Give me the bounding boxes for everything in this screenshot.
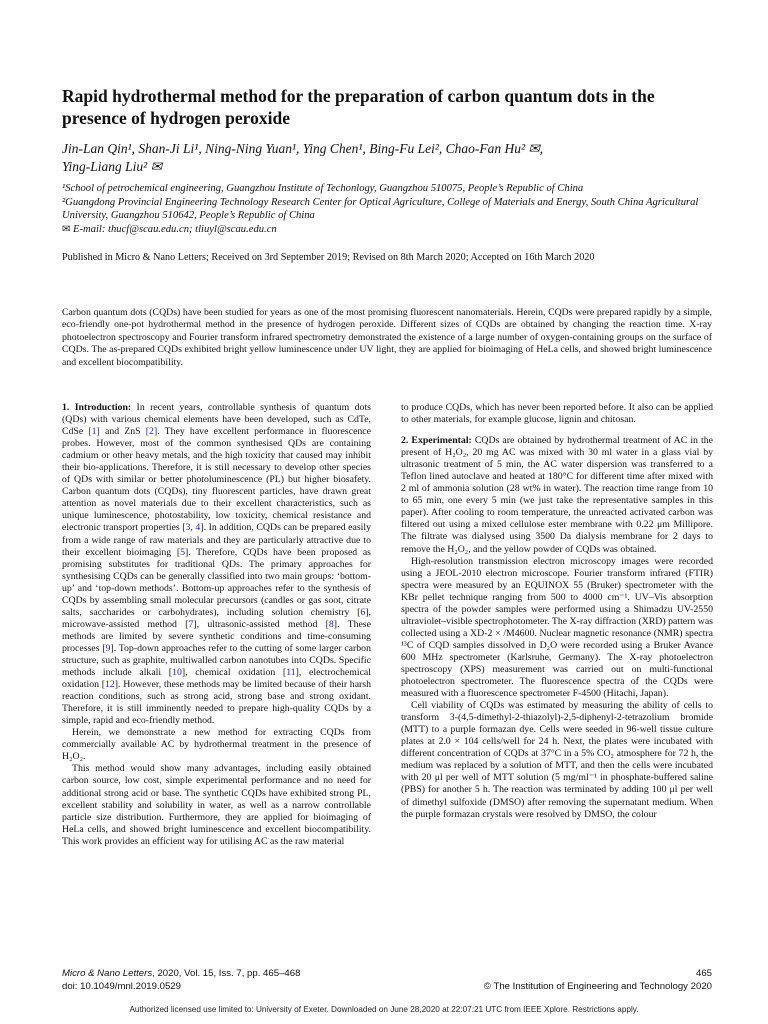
intro-paragraph-1: [62, 402, 371, 727]
page-footer-right: [484, 968, 712, 993]
citation-link[interactable]: 8: [328, 618, 334, 630]
intro-text: . They have excellent performance in fluorescence probes. However, most of the common synthesised QDs are containing cadmium or other heavy metals, and the high toxicity that caused may inhibit their bio-applications. Therefore, it is still necessary to develop other species of QDs with similar or better photoluminescence (PL) but higher biosafety. Carbon quantum dots (CQDs), tiny fluorescent particles, have drawn great attention as novel materials due to their excellent characteristics, such as unique luminescence, photostability, low toxicity, chemical resistance and electronic transport properties [: [62, 426, 372, 534]
intro-text: ], microwave-assisted method [: [62, 606, 371, 630]
publication-info: Published in Micro & Nano Letters; Received on 3rd September 2019; Revised on 8th March 2020; Accepted on 16th March 2020: [62, 252, 595, 263]
experimental-paragraph-3: Cell viability of CQDs was estimated by measuring the ability of cells to transform 3-(4,5-dimethyl-2-thiazolyl)-2,5-diphenyl-2-tetrazolium bromide (MTT) to a purple formazan dye. Cells were seeded in 96-well tissue culture plates at 2.0 × 104 cells/well for 24 h. Next, the plates were incubated with different concentration of CQDs at 37°C in a 5% CO₂ atmosphere for 72 h, the medium was replaced by a solution of MTT, and then the cells were incubated with 20 μl per well of MTT solution (5 mg/ml⁻¹ in phosphate-buffered saline (PBS) for another 5 h. The reaction was terminated by adding 100 μl per well of dimethyl sulfoxide (DMSO) after removing the supernatant medium. When the purple formazan crystals were resolved by DMSO, the colour: [401, 700, 713, 820]
page-number: 465: [695, 968, 712, 979]
license-notice: Authorized licensed use limited to: University of Exeter. Downloaded on June 28,2020 at 22:07:21 UTC from IEEE Xplore. Restrictions apply.: [129, 1005, 639, 1014]
intro-paragraph-3: This method would show many advantages, including easily obtained carbon source, low cost, simple experimental performance and no need for additional strong acid or base. The synthetic CQDs have exhibited strong PL, excellent stability and solubility in water, as well as a narrow controllable particle size distribution. Furthermore, they are applied for bioimaging of HeLa cells, and showed bright luminescence and excellent biocompatibility. This work provides an efficient way for utilising AC as the raw material: [62, 763, 371, 847]
journal-name: Micro & Nano Letters: [62, 968, 153, 979]
experimental-text: CQDs are obtained by hydrothermal treatment of AC in the present of H₂O₂, 20 mg AC was mixed with 30 ml water in a glass vial by ultrasonic treatment of 5 min, the AC water dispersion was transferred to a Teflon lined autoclave and heated at 180°C for different time after mixed with 2 ml of ammonia solution (28 wt% in water). The reaction time range from 10 to 65 min, one every 5 min (we just take the representative samples in this paper). After cooling to room temperature, the unreacted activated carbon was filtered out using a mixed cellulose ester membrane with 0.22 μm Millipore. The filtrate was dialysed using 3500 Da dialysis membrane for 2 days to remove the H₂O₂, and the yellow powder of CQDs was obtained.: [401, 435, 713, 555]
email-line: [62, 223, 712, 237]
intro-text: and ZnS: [99, 426, 146, 438]
intro-text: ,: [190, 522, 196, 534]
experimental-heading: 2. Experimental:: [401, 435, 472, 447]
intro-heading: 1. Introduction:: [62, 402, 132, 413]
affiliation-2: ²Guangdong Provincial Engineering Technology Research Center for Optical Agriculture, College of Materials and Energy, South China Agricultural University, Guangzhou 510642, People’s Republic of China: [62, 196, 699, 221]
intro-text: ]. In addition, CQDs can be prepared easily from a wide range of raw materials and they are particularly attractive due to their excellent bioimaging [: [62, 522, 372, 558]
abstract: Carbon quantum dots (CQDs) have been studied for years as one of the most promising fluorescent nanomaterials. Herein, CQDs were prepared rapidly by a simple, eco-friendly one-pot hydrothermal method in the presence of hydrogen peroxide. Different sizes of CQDs are obtained by changing the reaction time. X-ray photoelectron spectroscopy and Fourier transform infrared spectrometry demonstrated the existence of a large number of oxygen-containing groups on the surface of CQDs. The as-prepared CQDs exhibited bright yellow luminescence under UV light, they are applied for bioimaging of HeLa cells, and showed bright luminescence and excellent biocompatibility.: [62, 307, 712, 368]
intro-text: ]. Therefore, CQDs have been proposed as promising substitutes for traditional QDs. The primary approaches for synthesising CQDs can be generally classified into two main groups: ‘bottom-up’ and ‘top-down methods’. Bottom-up approaches refer to the synthesis of CQDs by assembling small molecular precursors (candles or gas soot, citrate salts, saccharides or carbohydrates), including solution chemistry [: [62, 546, 371, 618]
envelope-icon: ✉: [62, 223, 71, 235]
citation-link[interactable]: 4: [195, 522, 201, 534]
intro-text: ], electrochemical oxidation [: [62, 667, 372, 691]
affiliation-1: ¹School of petrochemical engineering, Guangzhou Institute of Techonlogy, Guangzhou 510075, People’s Republic of China: [62, 183, 584, 194]
citation-link[interactable]: [2]: [145, 426, 158, 438]
intro-paragraph-3-continued: to produce CQDs, which has never been reported before. It also can be applied to other materials, for example glucose, lignin and chitosan.: [401, 402, 713, 426]
affiliations: [62, 182, 712, 236]
journal-volume: , 2020, Vol. 15, Iss. 7, pp. 465–468: [152, 968, 301, 979]
citation-link[interactable]: 10: [172, 667, 182, 679]
email-text: E-mail: thucf@scau.edu.cn; tliuyl@scau.edu.cn: [73, 223, 277, 235]
citation-link[interactable]: 6: [360, 606, 366, 618]
citation-link[interactable]: 5: [180, 546, 186, 558]
journal-footer: [62, 968, 300, 993]
intro-text: ], ultrasonic-assisted method [: [193, 618, 329, 630]
left-column: [62, 402, 371, 848]
intro-text: ]. Top-down approaches refer to the cutting of some larger carbon structure, such as graphite, multiwalled carbon nanotubes into CQDs. Specific methods include alkali [: [62, 642, 371, 679]
doi: doi: 10.1049/mnl.2019.0529: [62, 980, 181, 992]
experimental-paragraph-1: [401, 435, 713, 555]
right-column: [401, 402, 713, 821]
intro-text: ]. However, these methods may be limited because of their harsh reaction conditions, such as strong acid, strong base and strong oxidant. Therefore, it is still imminently needed to prepare high-quality CQDs by a simple, rapid and eco-friendly method.: [62, 679, 372, 727]
journal-citation: [62, 968, 300, 981]
intro-paragraph-2: Herein, we demonstrate a new method for extracting CQDs from commercially available AC by hydrothermal treatment in the presence of H₂O₂.: [62, 727, 371, 763]
intro-text: ]. These methods are limited by severe synthetic conditions and time-consuming processes [: [62, 618, 371, 654]
author-list: [62, 140, 712, 176]
copyright: © The Institution of Engineering and Technology 2020: [483, 980, 712, 992]
intro-text: ], chemical oxidation [: [181, 667, 287, 679]
citation-link[interactable]: 3: [185, 522, 191, 534]
citation-link[interactable]: 9: [105, 642, 111, 654]
citation-link[interactable]: 11: [286, 667, 296, 679]
citation-link[interactable]: 7: [188, 618, 194, 630]
intro-text: In recent years, controllable synthesis of quantum dots (QDs) with various chemical elements have been developed, such as CdTe, CdSe: [62, 402, 371, 438]
citation-link[interactable]: 12: [104, 679, 115, 691]
author-line-1: Jin-Lan Qin¹, Shan-Ji Li¹, Ning-Ning Yuan¹, Ying Chen¹, Bing-Fu Lei², Chao-Fan Hu² ✉,: [62, 141, 544, 156]
author-line-2: Ying-Liang Liu² ✉: [62, 159, 162, 174]
paper-title: Rapid hydrothermal method for the preparation of carbon quantum dots in the presence of hydrogen peroxide: [62, 86, 655, 128]
experimental-paragraph-2: High-resolution transmission electron microscopy images were recorded using a JEOL-2010 electron microscope. Fourier transform infrared (FTIR) spectra were measured by an EQUINOX 55 (Bruker) spectrometer with the KBr pellet technique ranging from 500 to 4000 cm⁻¹. UV–Vis absorption spectra of the powder samples were performed using a Shimadzu UV-2550 ultraviolet–visible spectrophotometer. The X-ray diffraction (XRD) pattern was collected using a XD-2 × /M4600. Nuclear magnetic resonance (NMR) spectra ¹³C of CQD samples dissolved in D₂O were recorded using a Bruker Avance 600 MHz spectrometer (Karlsruhe, Germany). The X-ray photoelectron spectroscopy (XPS) measurement was carried out on multi-functional photoelectron spectrometer. The fluorescence spectra of the CQDs were measured with a fluorescence spectrometer F-4500 (Hitachi, Japan).: [401, 555, 713, 700]
citation-link[interactable]: [1]: [88, 426, 100, 438]
